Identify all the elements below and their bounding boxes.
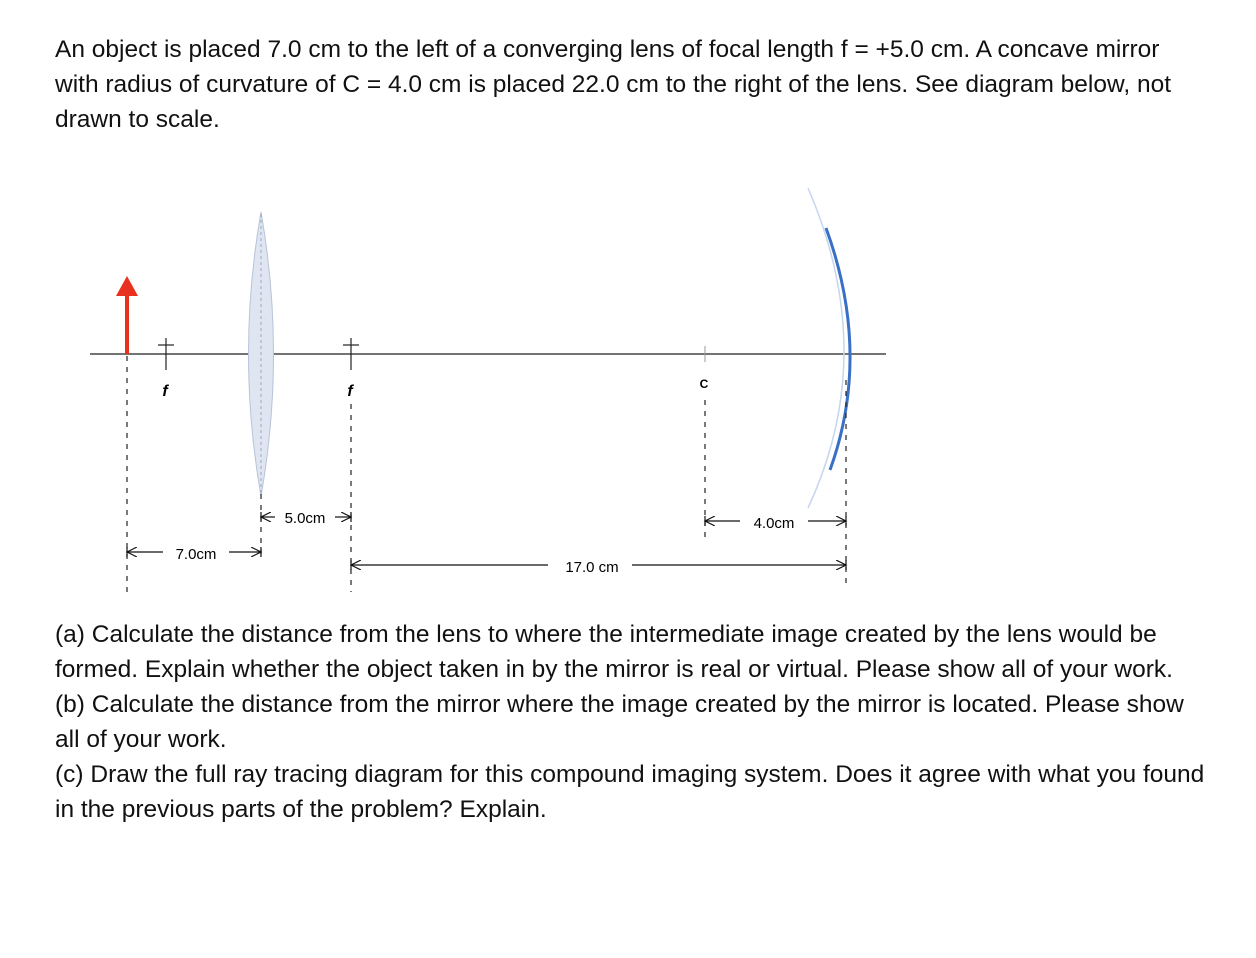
label-5cm: 5.0cm	[284, 510, 326, 527]
optics-diagram	[0, 180, 1256, 600]
concave-mirror	[808, 188, 850, 508]
dimension-object-lens	[127, 546, 261, 563]
dimension-focus-mirror	[351, 559, 846, 576]
problem-intro: An object is placed 7.0 cm to the left of a converging lens of focal length f = +5.0 cm. A concave mirror with radius of curvature of C = 4.0 cm is placed 22.0 cm to the right of the lens. See diagram below, not drawn to scale.	[55, 36, 1172, 133]
object-arrow	[116, 276, 138, 354]
dimension-lens-focus	[261, 510, 351, 527]
label-f-right: f	[347, 383, 353, 400]
label-c: C	[699, 377, 709, 391]
converging-lens	[249, 212, 274, 496]
dimension-c-mirror	[705, 515, 846, 532]
label-f-left: f	[162, 383, 168, 400]
question-b: (b) Calculate the distance from the mirror where the image created by the mirror is located. Please show all of your work.	[55, 691, 1184, 753]
label-17cm: 17.0 cm	[565, 559, 619, 576]
questions	[55, 617, 1215, 827]
label-4cm: 4.0cm	[753, 515, 795, 532]
label-7cm: 7.0cm	[175, 546, 217, 563]
question-c: (c) Draw the full ray tracing diagram for this compound imaging system. Does it agree with what you found in the previous parts of the problem? Explain.	[55, 761, 1205, 823]
question-a: (a) Calculate the distance from the lens to where the intermediate image created by the lens would be formed. Explain whether the object taken in by the mirror is real or virtual. Please show all of your work.	[55, 621, 1173, 683]
